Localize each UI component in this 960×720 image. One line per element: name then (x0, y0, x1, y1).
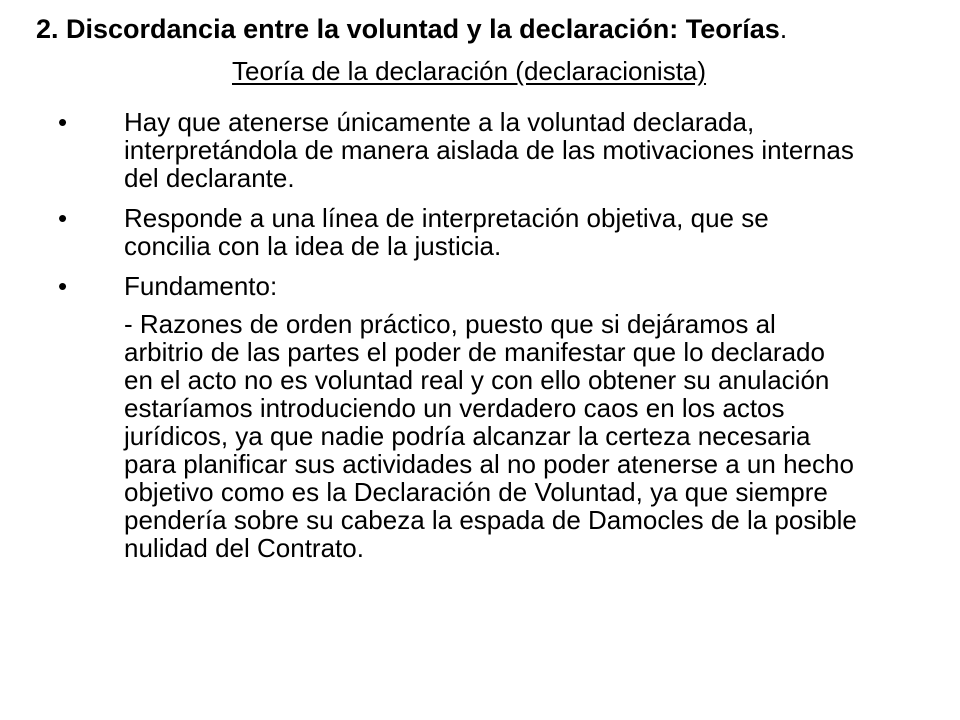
bullet-text: Fundamento: (124, 271, 278, 301)
fundamento-paragraph-item (0, 310, 960, 562)
bullet-list (0, 108, 960, 562)
bullet-text: Hay que atenerse únicamente a la voluntad declarada, interpretándola de manera aislada de las motivaciones internas del declarante. (124, 107, 854, 193)
bullet-item (0, 108, 960, 192)
slide-title-text: 2. Discordancia entre la voluntad y la declaración: Teorías (36, 14, 780, 44)
slide-title-period: . (779, 14, 788, 44)
bullet-marker: • (58, 271, 68, 301)
slide-subtitle: Teoría de la declaración (declaracionista) (232, 56, 707, 86)
bullet-text: Responde a una línea de interpretación objetiva, que se concilia con la idea de la justicia. (124, 203, 769, 261)
slide-title (36, 12, 936, 46)
bullet-item (0, 272, 960, 300)
bullet-marker: • (58, 107, 68, 137)
bullet-item (0, 204, 960, 260)
fundamento-paragraph: - Razones de orden práctico, puesto que si dejáramos al arbitrio de las partes el poder de manifestar que lo declarado en el acto no es voluntad real y con ello obtener su anulación estaríamos introduciendo un verdadero caos en los actos jurídicos, ya que nadie podría alcanzar la certeza necesaria para planificar sus actividades al no poder atenerse a un hecho objetivo como es la Declaración de Voluntad, ya que siempre pendería sobre su cabeza la espada de Damocles de la posible nulidad del Contrato. (124, 309, 857, 563)
bullet-marker: • (58, 203, 68, 233)
